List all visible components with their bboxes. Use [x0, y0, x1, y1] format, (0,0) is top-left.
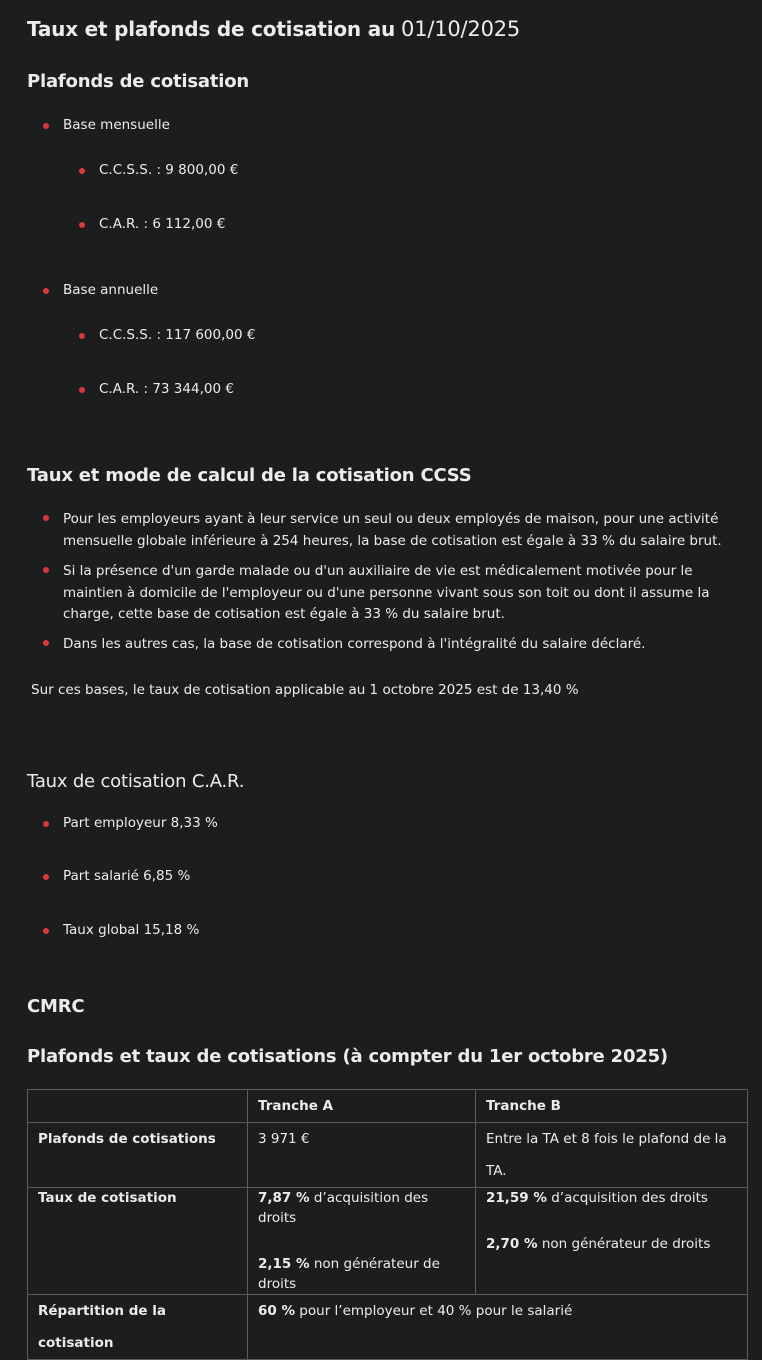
- cmrc-heading: CMRC: [27, 996, 85, 1017]
- table-header-cell: Tranche B: [476, 1090, 748, 1123]
- list-item: Taux global 15,18 %: [43, 922, 199, 938]
- list-item: C.C.S.S. : 117 600,00 €: [79, 327, 255, 343]
- page-title-text: Taux et plafonds de cotisation au: [27, 17, 396, 41]
- ccss-summary: Sur ces bases, le taux de cotisation applicable au 1 octobre 2025 est de 13,40 %: [31, 682, 579, 698]
- table-cell: [248, 1295, 748, 1360]
- row-label: Répartition de la cotisation: [28, 1295, 248, 1360]
- annuelle-car-list: [79, 381, 234, 397]
- cmrc-table: [27, 1089, 748, 1360]
- plafonds-heading: Plafonds de cotisation: [27, 71, 249, 92]
- list-item: C.A.R. : 6 112,00 €: [79, 216, 225, 232]
- list-item: Base mensuelle: [43, 117, 170, 133]
- table-row: [28, 1295, 748, 1360]
- row-label: Plafonds de cotisations: [28, 1123, 248, 1188]
- ccss-items-list-2: [43, 561, 733, 626]
- list-item: Pour les employeurs ayant à leur service un seul ou deux employés de maison, pour une activité mensuelle globale inférieure à 254 heures, la base de cotisation est égale à 33 % du salaire brut.: [43, 509, 733, 552]
- car-list-1: [43, 815, 218, 831]
- table-cell: [248, 1188, 476, 1295]
- list-item: C.C.S.S. : 9 800,00 €: [79, 162, 238, 178]
- table-cell: 3 971 €: [248, 1123, 476, 1188]
- table-header-cell: [28, 1090, 248, 1123]
- car-heading: Taux de cotisation C.A.R.: [27, 771, 245, 792]
- rate-text: d’acquisition des droits: [546, 1190, 708, 1206]
- annuelle-ccss-list: [79, 327, 255, 343]
- table-header-row: [28, 1090, 748, 1123]
- rate-value: 21,59 %: [486, 1190, 547, 1206]
- table-cell: Entre la TA et 8 fois le plafond de la TA.: [476, 1123, 748, 1188]
- page-title: [27, 17, 520, 41]
- table-row: [28, 1188, 748, 1295]
- rate-text: non générateur de droits: [537, 1236, 711, 1252]
- table-row: [28, 1123, 748, 1188]
- table-cell: [476, 1188, 748, 1295]
- rate-value: 7,87 %: [258, 1190, 310, 1206]
- car-list-2: [43, 868, 190, 884]
- mensuelle-car-list: [79, 216, 225, 232]
- table-header-cell: Tranche A: [248, 1090, 476, 1123]
- list-item: Part salarié 6,85 %: [43, 868, 190, 884]
- list-item: Base annuelle: [43, 282, 158, 298]
- cmrc-subheading: Plafonds et taux de cotisations (à compter du 1er octobre 2025): [27, 1046, 668, 1067]
- rate-text: d’acquisition des droits: [258, 1190, 429, 1226]
- list-item: C.A.R. : 73 344,00 €: [79, 381, 234, 397]
- car-list-3: [43, 922, 199, 938]
- plafonds-annuelle-list: [43, 282, 158, 298]
- rate-value: 2,15 %: [258, 1256, 310, 1272]
- mensuelle-ccss-list: [79, 162, 238, 178]
- repartition-text: pour l’employeur et 40 % pour le salarié: [295, 1303, 573, 1319]
- row-label: Taux de cotisation: [28, 1188, 248, 1295]
- ccss-items-list-3: [43, 634, 733, 656]
- page-title-date: 01/10/2025: [401, 17, 521, 41]
- plafonds-mensuelle-list: [43, 117, 170, 133]
- ccss-heading: Taux et mode de calcul de la cotisation CCSS: [27, 465, 472, 486]
- ccss-items-list: [43, 509, 733, 552]
- list-item: Si la présence d'un garde malade ou d'un auxiliaire de vie est médicalement motivée pour le maintien à domicile de l'employeur ou d'une personne vivant sous son toit ou dont il assume la charge, cette base de cotisation est égale à 33 % du salaire brut.: [43, 561, 733, 626]
- rate-value: 2,70 %: [486, 1236, 538, 1252]
- list-item: Dans les autres cas, la base de cotisation correspond à l'intégralité du salaire déclaré.: [43, 634, 733, 656]
- repartition-value: 60 %: [258, 1303, 296, 1319]
- list-item: Part employeur 8,33 %: [43, 815, 218, 831]
- rate-text: non générateur de droits: [258, 1256, 440, 1292]
